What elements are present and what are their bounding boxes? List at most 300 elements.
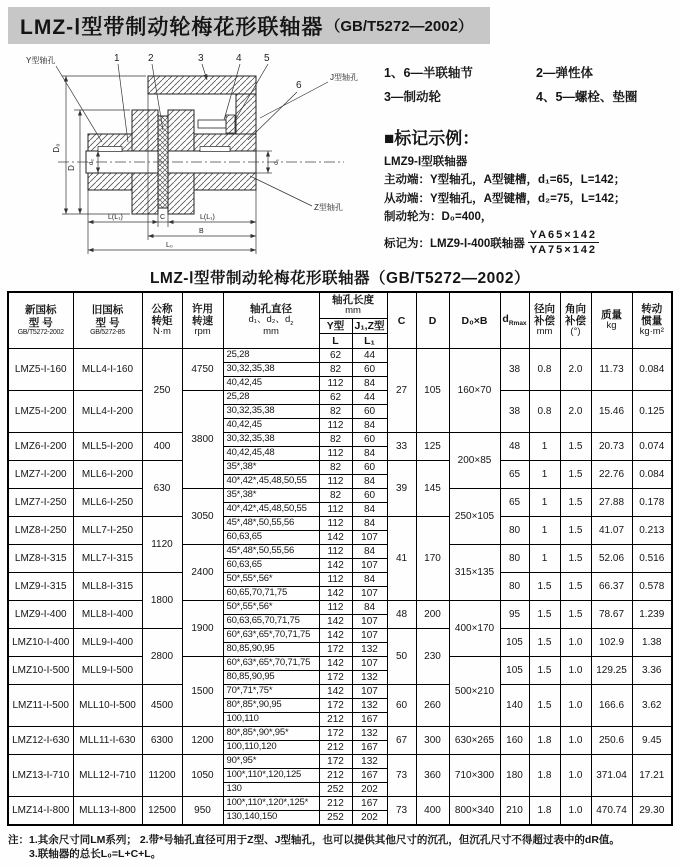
cell-length-jz: 84	[352, 419, 387, 433]
cell-bore-diameter: 30,32,35,38	[223, 363, 319, 377]
cell-dr-max: 80	[500, 573, 529, 601]
cell-inertia: 0.084	[632, 461, 672, 489]
marking-fraction-top: YA65×142	[529, 229, 598, 241]
cell-dr-max: 80	[500, 545, 529, 573]
marking-example-heading: ■标记示例：	[384, 128, 480, 148]
cell-d0xb: 400×170	[449, 601, 500, 657]
cell-length-jz: 107	[352, 615, 387, 629]
part-label-2: 2	[148, 53, 154, 64]
cell-dim-d: 145	[416, 461, 449, 517]
cell-dr-max: 210	[500, 797, 529, 826]
cell-radial-comp: 1.5	[529, 601, 560, 629]
dim-l-right-label: L(L₁)	[200, 214, 215, 221]
cell-mass: 41.07	[591, 517, 632, 545]
part-label-4: 4	[236, 53, 242, 64]
cell-length-y: 82	[319, 363, 352, 377]
cell-speed: 3800	[182, 391, 223, 489]
cell-d0xb: 200×85	[449, 433, 500, 489]
cell-length-jz: 132	[352, 671, 387, 685]
cell-length-y: 82	[319, 489, 352, 503]
cell-length-y: 172	[319, 671, 352, 685]
cell-model-old: MLL9-I-400	[73, 629, 142, 657]
z-bore-label: Z型轴孔	[314, 203, 343, 212]
cell-model-new: LMZ5-I-160	[8, 349, 73, 391]
cell-length-y: 112	[319, 475, 352, 489]
cell-torque: 630	[142, 461, 182, 517]
cell-dim-c: 73	[387, 755, 416, 797]
cell-mass: 166.6	[591, 685, 632, 727]
cell-length-y: 142	[319, 531, 352, 545]
cell-speed: 3050	[182, 489, 223, 545]
cell-bore-diameter: 40*,42*,45,48,50,55	[223, 475, 319, 489]
cell-torque: 11200	[142, 755, 182, 797]
part-label-1: 1	[114, 53, 120, 64]
part-item-4-5: 4、5—螺栓、垫圈	[536, 89, 638, 104]
cell-dr-max: 65	[500, 461, 529, 489]
col-header-bore-length: 轴孔长度 mm	[319, 292, 387, 318]
cell-model-old: MLL5-I-200	[73, 433, 142, 461]
cell-model-old: MLL12-I-710	[73, 755, 142, 797]
cell-bore-diameter: 40,42,45	[223, 419, 319, 433]
coupling-drawing-svg	[0, 50, 380, 262]
cell-torque: 1800	[142, 573, 182, 629]
coupling-diagram	[0, 50, 380, 262]
table-row	[8, 755, 672, 769]
cell-model-old: MLL4-I-160	[73, 349, 142, 391]
part-item-1-6: 1、6—半联轴节	[384, 66, 473, 80]
cell-bore-diameter: 30,32,35,38	[223, 433, 319, 447]
cell-d0xb: 630×265	[449, 727, 500, 755]
cell-inertia: 1.38	[632, 629, 672, 657]
cell-inertia: 0.074	[632, 433, 672, 461]
part-label-5: 5	[264, 53, 270, 64]
cell-model-old: MLL11-I-630	[73, 727, 142, 755]
cell-model-old: MLL8-I-315	[73, 573, 142, 601]
cell-mass: 22.76	[591, 461, 632, 489]
cell-model-new: LMZ8-I-315	[8, 545, 73, 573]
cell-dr-max: 65	[500, 489, 529, 517]
cell-inertia: 3.62	[632, 685, 672, 727]
dim-c-label: C	[160, 214, 166, 221]
cell-d0xb: 250×105	[449, 489, 500, 545]
cell-length-jz: 60	[352, 405, 387, 419]
cell-bore-diameter: 60,63,65	[223, 531, 319, 545]
cell-mass: 52.06	[591, 545, 632, 573]
cell-bore-diameter: 80*,85*,90*,95*	[223, 727, 319, 741]
cell-radial-comp: 1	[529, 461, 560, 489]
cell-d0xb: 710×300	[449, 755, 500, 797]
cell-bore-diameter: 90*,95*	[223, 755, 319, 769]
cell-inertia: 9.45	[632, 727, 672, 755]
marking-model: LMZ9-Ⅰ型联轴器	[384, 155, 468, 168]
table-title: LMZ-Ⅰ型带制动轮梅花形联轴器（GB/T5272—2002）	[149, 270, 531, 287]
cell-mass: 27.88	[591, 489, 632, 517]
cell-radial-comp: 1.5	[529, 573, 560, 601]
cell-length-jz: 132	[352, 699, 387, 713]
cell-torque: 6300	[142, 727, 182, 755]
cell-length-jz: 84	[352, 573, 387, 587]
cell-angular-comp: 1.0	[560, 629, 591, 657]
cell-length-jz: 167	[352, 741, 387, 755]
cell-angular-comp: 1.5	[560, 433, 591, 461]
cell-mass: 11.73	[591, 349, 632, 391]
cell-dim-c: 50	[387, 629, 416, 685]
cell-angular-comp: 1.0	[560, 755, 591, 797]
cell-bore-diameter: 25,28	[223, 349, 319, 363]
cell-dim-d: 105	[416, 349, 449, 433]
cell-length-y: 112	[319, 601, 352, 615]
cell-bore-diameter: 80*,85*,90,95	[223, 699, 319, 713]
cell-inertia: 0.084	[632, 349, 672, 391]
cell-dim-d: 170	[416, 517, 449, 601]
cell-length-jz: 167	[352, 797, 387, 811]
marking-drive-end: 主动端：Y型轴孔，A型键槽，d₁=65，L=142；	[384, 174, 626, 187]
cell-radial-comp: 1.5	[529, 657, 560, 685]
cell-dim-d: 360	[416, 755, 449, 797]
marking-fraction	[528, 229, 599, 256]
cell-inertia: 17.21	[632, 755, 672, 797]
cell-bore-diameter: 50*,55*,56*	[223, 573, 319, 587]
cell-speed: 1900	[182, 601, 223, 657]
table-row	[8, 727, 672, 741]
cell-mass: 20.73	[591, 433, 632, 461]
cell-dim-c: 60	[387, 685, 416, 727]
table-body	[8, 349, 672, 826]
cell-dr-max: 80	[500, 517, 529, 545]
spec-table	[7, 291, 673, 826]
cell-bore-diameter: 80,85,90,95	[223, 671, 319, 685]
cell-length-y: 112	[319, 545, 352, 559]
cell-model-new: LMZ13-I-710	[8, 755, 73, 797]
table-header	[8, 292, 672, 349]
dim-l0-label: L₀	[166, 242, 173, 249]
cell-mass: 129.25	[591, 657, 632, 685]
cell-bore-diameter: 40,42,45	[223, 377, 319, 391]
cell-mass: 78.67	[591, 601, 632, 629]
cell-length-jz: 107	[352, 629, 387, 643]
col-header-jz-type: J₁,Z型	[352, 318, 387, 333]
cell-mass: 66.37	[591, 573, 632, 601]
cell-mass: 250.6	[591, 727, 632, 755]
cell-length-jz: 107	[352, 531, 387, 545]
cell-angular-comp: 1.0	[560, 657, 591, 685]
cell-length-y: 142	[319, 615, 352, 629]
cell-angular-comp: 1.0	[560, 797, 591, 826]
cell-inertia: 0.125	[632, 391, 672, 433]
cell-radial-comp: 1.8	[529, 755, 560, 797]
cell-model-new: LMZ10-I-500	[8, 657, 73, 685]
table-row	[8, 685, 672, 699]
cell-bore-diameter: 40*,42*,45,48,50,55	[223, 503, 319, 517]
cell-speed: 2400	[182, 545, 223, 601]
cell-length-y: 252	[319, 783, 352, 797]
col-header-d: D	[416, 292, 449, 349]
cell-model-new: LMZ14-I-800	[8, 797, 73, 826]
cell-model-new: LMZ7-I-250	[8, 489, 73, 517]
cell-length-jz: 132	[352, 755, 387, 769]
cell-bore-diameter: 60,63,65,70,71,75	[223, 615, 319, 629]
cell-length-jz: 167	[352, 769, 387, 783]
cell-length-y: 142	[319, 629, 352, 643]
cell-length-y: 142	[319, 657, 352, 671]
cell-radial-comp: 1.8	[529, 727, 560, 755]
cell-bore-diameter: 35*,38*	[223, 489, 319, 503]
cell-length-jz: 107	[352, 587, 387, 601]
cell-length-jz: 132	[352, 727, 387, 741]
table-row	[8, 517, 672, 531]
cell-length-jz: 84	[352, 545, 387, 559]
col-header-y-type: Y型	[319, 318, 352, 333]
part-item-2: 2—弹性体	[536, 66, 593, 80]
parts-list-row2	[384, 86, 676, 110]
cell-dim-c: 41	[387, 517, 416, 601]
cell-model-new: LMZ9-I-400	[8, 601, 73, 629]
table-row	[8, 433, 672, 447]
cell-length-jz: 44	[352, 391, 387, 405]
col-header-old-standard: 旧国标 型 号 GB/5272-85	[73, 292, 142, 349]
cell-dim-c: 39	[387, 461, 416, 517]
dim-d1-label: d₁	[273, 159, 280, 165]
table-row	[8, 489, 672, 503]
cell-angular-comp: 1.0	[560, 727, 591, 755]
page-title: LMZ-Ⅰ型带制动轮梅花形联轴器	[20, 15, 324, 39]
cell-bore-diameter: 100*,110*,120*,125*	[223, 797, 319, 811]
cell-dr-max: 140	[500, 685, 529, 727]
cell-speed: 1500	[182, 657, 223, 727]
cell-length-y: 112	[319, 517, 352, 531]
cell-model-old: MLL8-I-400	[73, 601, 142, 629]
table-row	[8, 349, 672, 363]
cell-length-y: 212	[319, 797, 352, 811]
cell-inertia: 3.36	[632, 657, 672, 685]
cell-length-y: 252	[319, 811, 352, 826]
cell-length-y: 172	[319, 727, 352, 741]
cell-mass: 371.04	[591, 755, 632, 797]
cell-model-new: LMZ6-I-200	[8, 433, 73, 461]
col-header-length-l1: L₁	[352, 334, 387, 349]
cell-model-old: MLL9-I-500	[73, 657, 142, 685]
cell-length-y: 212	[319, 713, 352, 727]
y-bore-label: Y型轴孔	[26, 56, 56, 65]
cell-length-y: 142	[319, 685, 352, 699]
cell-torque: 250	[142, 349, 182, 433]
cell-length-jz: 202	[352, 783, 387, 797]
cell-d0xb: 800×340	[449, 797, 500, 826]
cell-length-jz: 60	[352, 461, 387, 475]
cell-length-y: 142	[319, 559, 352, 573]
cell-model-new: LMZ7-I-200	[8, 461, 73, 489]
cell-length-jz: 202	[352, 811, 387, 826]
cell-length-y: 112	[319, 503, 352, 517]
cell-torque: 4500	[142, 685, 182, 727]
cell-length-y: 82	[319, 405, 352, 419]
cell-dim-d: 230	[416, 629, 449, 685]
cell-length-jz: 60	[352, 433, 387, 447]
table-row	[8, 797, 672, 811]
cell-model-old: MLL7-I-250	[73, 517, 142, 545]
col-header-c: C	[387, 292, 416, 349]
cell-model-new: LMZ9-I-315	[8, 573, 73, 601]
page-title-bar	[8, 7, 490, 44]
col-header-angular-compensation: 角向 补偿 (°)	[560, 292, 591, 349]
cell-angular-comp: 1.0	[560, 685, 591, 727]
dim-d-label: D	[67, 165, 76, 171]
cell-bore-diameter: 30,32,35,38	[223, 405, 319, 419]
cell-torque: 1120	[142, 517, 182, 573]
cell-bore-diameter: 40,42,45,48	[223, 447, 319, 461]
cell-dim-d: 400	[416, 797, 449, 826]
cell-length-jz: 107	[352, 559, 387, 573]
cell-length-jz: 84	[352, 475, 387, 489]
cell-radial-comp: 0.8	[529, 391, 560, 433]
footnote-line-2: 3.联轴器的总长L₀=L+C+L。	[29, 848, 162, 861]
cell-dr-max: 95	[500, 601, 529, 629]
cell-mass: 15.46	[591, 391, 632, 433]
cell-model-new: LMZ8-I-250	[8, 517, 73, 545]
cell-length-jz: 84	[352, 377, 387, 391]
dim-l-left-label: L(L₁)	[108, 214, 123, 221]
cell-dim-c: 67	[387, 727, 416, 755]
col-header-length-l: L	[319, 334, 352, 349]
cell-speed: 950	[182, 797, 223, 826]
cell-angular-comp: 1.5	[560, 545, 591, 573]
cell-length-jz: 84	[352, 503, 387, 517]
table-row	[8, 461, 672, 475]
cell-inertia: 1.239	[632, 601, 672, 629]
cell-dr-max: 48	[500, 433, 529, 461]
cell-radial-comp: 1	[529, 545, 560, 573]
cell-length-y: 112	[319, 447, 352, 461]
cell-model-new: LMZ10-I-400	[8, 629, 73, 657]
cell-bore-diameter: 45*,48*,50,55,56	[223, 545, 319, 559]
cell-radial-comp: 1.5	[529, 685, 560, 727]
cell-inertia: 29.30	[632, 797, 672, 826]
cell-length-y: 172	[319, 699, 352, 713]
right-panel	[384, 62, 676, 256]
col-header-new-standard: 新国标 型 号 GB/T5272-2002	[8, 292, 73, 349]
col-header-bore-diameter: 轴孔直径 d₁、d₂、$d_z$ mm	[223, 292, 319, 349]
cell-inertia: 0.578	[632, 573, 672, 601]
cell-length-y: 112	[319, 573, 352, 587]
cell-length-jz: 132	[352, 643, 387, 657]
cell-dr-max: 105	[500, 657, 529, 685]
marking-driven-end: 从动端：Y型轴孔，A型键槽，d₂=75，L=142；	[384, 192, 626, 205]
table-row	[8, 601, 672, 615]
cell-length-jz: 107	[352, 685, 387, 699]
cell-dr-max: 160	[500, 727, 529, 755]
dim-b-label: B	[199, 228, 204, 235]
cell-bore-diameter: 60,65,70,71,75	[223, 587, 319, 601]
cell-angular-comp: 1.5	[560, 461, 591, 489]
part-label-3: 3	[198, 53, 204, 64]
col-header-mass: 质量 kg	[591, 292, 632, 349]
cell-length-y: 82	[319, 461, 352, 475]
cell-dr-max: 38	[500, 349, 529, 391]
cell-bore-diameter: 100,110	[223, 713, 319, 727]
cell-radial-comp: 1	[529, 489, 560, 517]
cell-model-old: MLL7-I-315	[73, 545, 142, 573]
page-title-standard: （GB/T5272—2002）	[325, 18, 473, 35]
cell-length-jz: 84	[352, 601, 387, 615]
cell-speed: 1050	[182, 755, 223, 797]
table-row	[8, 629, 672, 643]
cell-length-y: 82	[319, 433, 352, 447]
cell-model-old: MLL4-I-200	[73, 391, 142, 433]
cell-radial-comp: 0.8	[529, 349, 560, 391]
marking-designation-prefix: 标记为：LMZ9-Ⅰ-400联轴器	[384, 237, 525, 250]
cell-dr-max: 38	[500, 391, 529, 433]
cell-length-jz: 44	[352, 349, 387, 363]
cell-dim-d: 300	[416, 727, 449, 755]
dim-d2-label: d₂	[88, 158, 95, 166]
cell-length-jz: 107	[352, 657, 387, 671]
cell-dim-c: 33	[387, 433, 416, 461]
cell-bore-diameter: 130	[223, 783, 319, 797]
cell-length-y: 172	[319, 755, 352, 769]
cell-length-y: 112	[319, 419, 352, 433]
cell-bore-diameter: 25,28	[223, 391, 319, 405]
cell-mass: 102.9	[591, 629, 632, 657]
marking-designation	[384, 229, 676, 256]
cell-radial-comp: 1.5	[529, 629, 560, 657]
cell-dim-d: 125	[416, 433, 449, 461]
cell-dim-c: 48	[387, 601, 416, 629]
col-header-torque: 公称 转矩 N·m	[142, 292, 182, 349]
cell-bore-diameter: 35*,38*	[223, 461, 319, 475]
col-header-radial-compensation: 径向 补偿 mm	[529, 292, 560, 349]
cell-inertia: 0.178	[632, 489, 672, 517]
cell-d0xb: 160×70	[449, 349, 500, 433]
cell-angular-comp: 1.5	[560, 573, 591, 601]
cell-length-jz: 167	[352, 713, 387, 727]
cell-bore-diameter: 60,63,65	[223, 559, 319, 573]
cell-radial-comp: 1.8	[529, 797, 560, 826]
cell-length-y: 62	[319, 391, 352, 405]
cell-speed: 4750	[182, 349, 223, 391]
cell-length-y: 212	[319, 741, 352, 755]
cell-dim-c: 73	[387, 797, 416, 826]
cell-bore-diameter: 60*,63*,65*,70,71,75	[223, 657, 319, 671]
part-label-6: 6	[296, 80, 302, 91]
cell-bore-diameter: 60*,63*,65*,70,71,75	[223, 629, 319, 643]
cell-length-jz: 84	[352, 447, 387, 461]
cell-speed: 1200	[182, 727, 223, 755]
cell-inertia: 0.516	[632, 545, 672, 573]
col-header-dr-max: $d_{Rmax}$	[500, 292, 529, 349]
part-item-3: 3—制动轮	[384, 89, 441, 104]
footnote-line-1: 注：1.其余尺寸同LM系列； 2.带*号轴孔直径可用于Z型、J型轴孔，也可以提供其他尺寸的沉孔，但沉孔尺寸不得超过表中的dR值。	[8, 834, 620, 846]
cell-d0xb: 500×210	[449, 657, 500, 727]
cell-torque: 400	[142, 433, 182, 461]
cell-inertia: 0.213	[632, 517, 672, 545]
cell-dr-max: 180	[500, 755, 529, 797]
cell-dim-d: 260	[416, 685, 449, 727]
cell-angular-comp: 2.0	[560, 349, 591, 391]
cell-bore-diameter: 100*,110*,120,125	[223, 769, 319, 783]
cell-bore-diameter: 130,140,150	[223, 811, 319, 826]
cell-model-new: LMZ12-I-630	[8, 727, 73, 755]
cell-angular-comp: 1.5	[560, 489, 591, 517]
cell-angular-comp: 1.5	[560, 601, 591, 629]
cell-dr-max: 105	[500, 629, 529, 657]
cell-length-jz: 60	[352, 489, 387, 503]
marking-brake-wheel: 制动轮为：D₀=400，	[384, 211, 493, 224]
cell-length-y: 62	[319, 349, 352, 363]
cell-d0xb: 315×135	[449, 545, 500, 601]
cell-angular-comp: 2.0	[560, 391, 591, 433]
dim-d0-label: D₀	[52, 143, 61, 153]
j-bore-label: J型轴孔	[330, 73, 358, 82]
